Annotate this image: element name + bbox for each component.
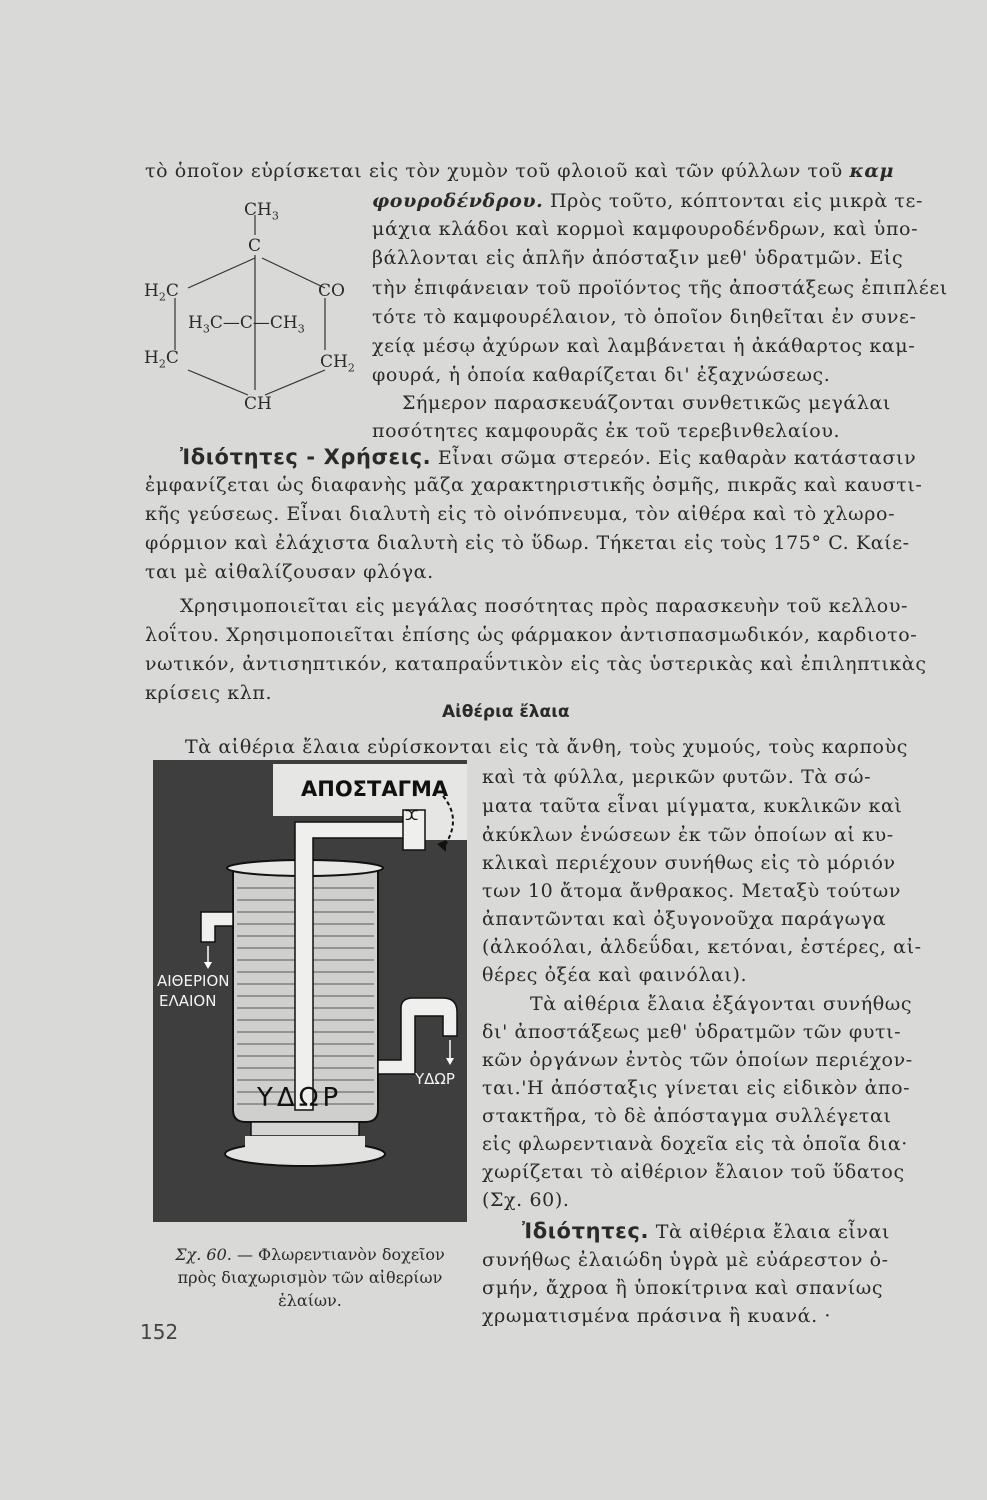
label-water-right: ΥΔΩΡ bbox=[415, 1070, 455, 1088]
ch-bottom: CH bbox=[244, 394, 272, 414]
column-line: στακτῆρα, τὸ δὲ ἀπόσταγμα συλλέγεται bbox=[482, 1105, 892, 1127]
column-line: δι' ἀποστάξεως μεθ' ὑδρατμῶν τῶν φυτι- bbox=[482, 1021, 902, 1043]
column-line: κῶν ὀργάνων ἐντὸς τῶν ὁποίων περιέχον- bbox=[482, 1049, 913, 1071]
column-line: ἀπαντῶνται καὶ ὀξυγονοῦχα παράγωγα bbox=[482, 908, 887, 930]
essential-oils-line-1: Τὰ αἰθέρια ἔλαια εὑρίσκονται εἰς τὰ ἄνθη, τοὺς χυμούς, τοὺς καρποὺς bbox=[185, 736, 908, 758]
column-line: (Σχ. 60). bbox=[482, 1189, 570, 1211]
oil-properties-line-1: Ἰδιότητες. Τὰ αἰθέρια ἔλαια εἶναι bbox=[522, 1219, 891, 1243]
intro-line-1: τὸ ὁποῖον εὑρίσκεται εἰς τὸν χυμὸν τοῦ φλοιοῦ καὶ τῶν φύλλων τοῦ καμ bbox=[145, 160, 895, 182]
properties-line-3: κῆς γεύσεως. Εἶναι διαλυτὴ εἰς τὸ οἰνόπνευμα, τὸν αἰθέρα καὶ τὸ χλωρο- bbox=[145, 503, 896, 525]
svg-text:ⵋ: ⵋ bbox=[405, 808, 419, 824]
inner-chain: $H_3C—C—CH_3$ bbox=[188, 313, 305, 336]
column-line: Τὰ αἰθέρια ἔλαια ἐξάγονται συνήθως bbox=[530, 993, 913, 1015]
page-number: 152 bbox=[140, 1320, 179, 1344]
properties-heading: Ἰδιότητες - Χρήσεις. bbox=[180, 445, 432, 469]
intro-line-2: φουροδένδρου. Πρὸς τοῦτο, κόπτονται εἰς μικρὰ τε- bbox=[372, 190, 923, 212]
c-top: C bbox=[248, 236, 262, 256]
intro-line-8: φουρά, ἡ ὁποία καθαρίζεται δι' ἐξαχνώσεως. bbox=[372, 364, 831, 386]
intro-line-4: βάλλονται εἰς ἁπλῆν ἀπόσταξιν μεθ' ὑδρατμῶν. Εἰς bbox=[372, 247, 904, 269]
intro-line-9: Σήμερον παρασκευάζονται συνθετικῶς μεγάλαι bbox=[402, 392, 891, 414]
inner-tube bbox=[295, 830, 313, 1110]
column-line: σμήν, ἄχροα ἢ ὑποκίτρινα καὶ σπανίως bbox=[482, 1277, 884, 1299]
oil-properties-heading: Ἰδιότητες. bbox=[522, 1219, 650, 1243]
properties-line-4: φόρμιον καὶ ἐλάχιστα διαλυτὴ εἰς τὸ ὕδωρ. Τήκεται εἰς τοὺς 175° C. Καίε- bbox=[145, 532, 910, 554]
h2c-left-bottom: $H_2C$ bbox=[144, 348, 179, 371]
intro-line-7: χείᾳ μέσῳ ἀχύρων καὶ λαμβάνεται ἡ ἀκάθαρτος καμ- bbox=[372, 335, 916, 357]
column-line: των 10 ἄτομα ἄνθρακος. Μεταξὺ τούτων bbox=[482, 880, 902, 902]
column-line: κλικαὶ περιέχουν συνήθως εἰς τὸ μόριόν bbox=[482, 852, 896, 874]
column-line: (ἀλκοόλαι, ἀλδεΰδαι, κετόναι, ἐστέρες, αἰ- bbox=[482, 936, 922, 958]
florentine-flask-figure bbox=[153, 760, 467, 1222]
column-line: εἰς φλωρεντιανὰ δοχεῖα εἰς τὰ ὁποῖα δια· bbox=[482, 1133, 908, 1155]
label-water-inside: ΥΔΩΡ bbox=[257, 1083, 343, 1113]
h2c-left-top: $H_2C$ bbox=[144, 281, 179, 304]
co-right: CO bbox=[318, 281, 345, 301]
figure-caption-line-1: Σχ. 60. — Φλωρεντιανὸν δοχεῖον bbox=[175, 1245, 445, 1264]
column-line: συνήθως ἐλαιώδη ὑγρὰ μὲ εὐάρεστον ὀ- bbox=[482, 1249, 889, 1271]
label-oil-1: ΑΙΘΕΡΙΟΝ bbox=[157, 972, 230, 990]
ch3-top: $CH_3$ bbox=[244, 200, 279, 223]
column-line: χρωματισμένα πράσινα ἢ κυανά. · bbox=[482, 1305, 832, 1327]
figure-caption-line-2: πρὸς διαχωρισμὸν τῶν αἰθερίων bbox=[177, 1268, 443, 1287]
properties-line-8: νωτικόν, ἀντισηπτικόν, καταπραΰντικὸν εἰς τὰς ὑστερικὰς καὶ ἐπιληπτικὰς bbox=[145, 653, 927, 675]
properties-line-9: κρίσεις κλπ. bbox=[145, 682, 273, 704]
essential-oils-heading: Αἰθέρια ἔλαια bbox=[442, 702, 570, 722]
intro-line-6: τότε τὸ καμφουρέλαιον, τὸ ὁποῖον διηθεῖται ἐν συνε- bbox=[372, 306, 917, 328]
column-line: ται.'Η ἀπόσταξις γίνεται εἰς εἰδικὸν ἀπο- bbox=[482, 1077, 911, 1099]
intro-line-5: τὴν ἐπιφάνειαν τοῦ προϊόντος τῆς ἀποστάξεως ἐπιπλέει bbox=[372, 277, 948, 299]
column-line: καὶ τὰ φύλλα, μερικῶν φυτῶν. Τὰ σώ- bbox=[482, 766, 872, 788]
label-distillate: ΑΠΟΣΤΑΓΜΑ bbox=[301, 777, 449, 801]
intro-line-3: μάχια κλάδοι καὶ κορμοὶ καμφουροδένδρων, καὶ ὑπο- bbox=[372, 218, 919, 240]
properties-line-5: ται μὲ αἰθαλίζουσαν φλόγα. bbox=[145, 561, 434, 583]
figure-caption-line-3: ἐλαίων. bbox=[278, 1291, 342, 1310]
column-line: ματα ταῦτα εἶναι μίγματα, κυκλικῶν καὶ bbox=[482, 795, 903, 817]
column-line: ἀκύκλων ἑνώσεων ἐκ τῶν ὁποίων αἱ κυ- bbox=[482, 824, 894, 846]
properties-line-1: Ἰδιότητες - Χρήσεις. Εἶναι σῶμα στερεόν. Εἰς καθαρὰν κατάστασιν bbox=[180, 445, 917, 469]
column-line: χωρίζεται τὸ αἰθέριον ἔλαιον τοῦ ὕδατος bbox=[482, 1161, 905, 1183]
properties-line-2: ἐμφανίζεται ὡς διαφανὴς μᾶζα χαρακτηριστικῆς ὀσμῆς, πικρᾶς καὶ καυστι- bbox=[145, 474, 923, 496]
column-line: θέρες ὀξέα καὶ φαινόλαι). bbox=[482, 964, 748, 986]
properties-line-6: Χρησιμοποιεῖται εἰς μεγάλας ποσότητας πρὸς παρασκευὴν τοῦ κελλου- bbox=[180, 595, 908, 617]
ch2-right: $CH_2$ bbox=[320, 352, 355, 375]
label-oil-2: ΕΛΑΙΟΝ bbox=[159, 992, 217, 1010]
structure-bonds bbox=[140, 190, 360, 420]
properties-line-7: λοΐτου. Χρησιμοποιεῖται ἐπίσης ὡς φάρμακον ἀντισπασμωδικόν, καρδιοτο- bbox=[145, 624, 918, 646]
intro-line-10: ποσότητες καμφουρᾶς ἐκ τοῦ τερεβινθελαίου. bbox=[372, 420, 841, 442]
